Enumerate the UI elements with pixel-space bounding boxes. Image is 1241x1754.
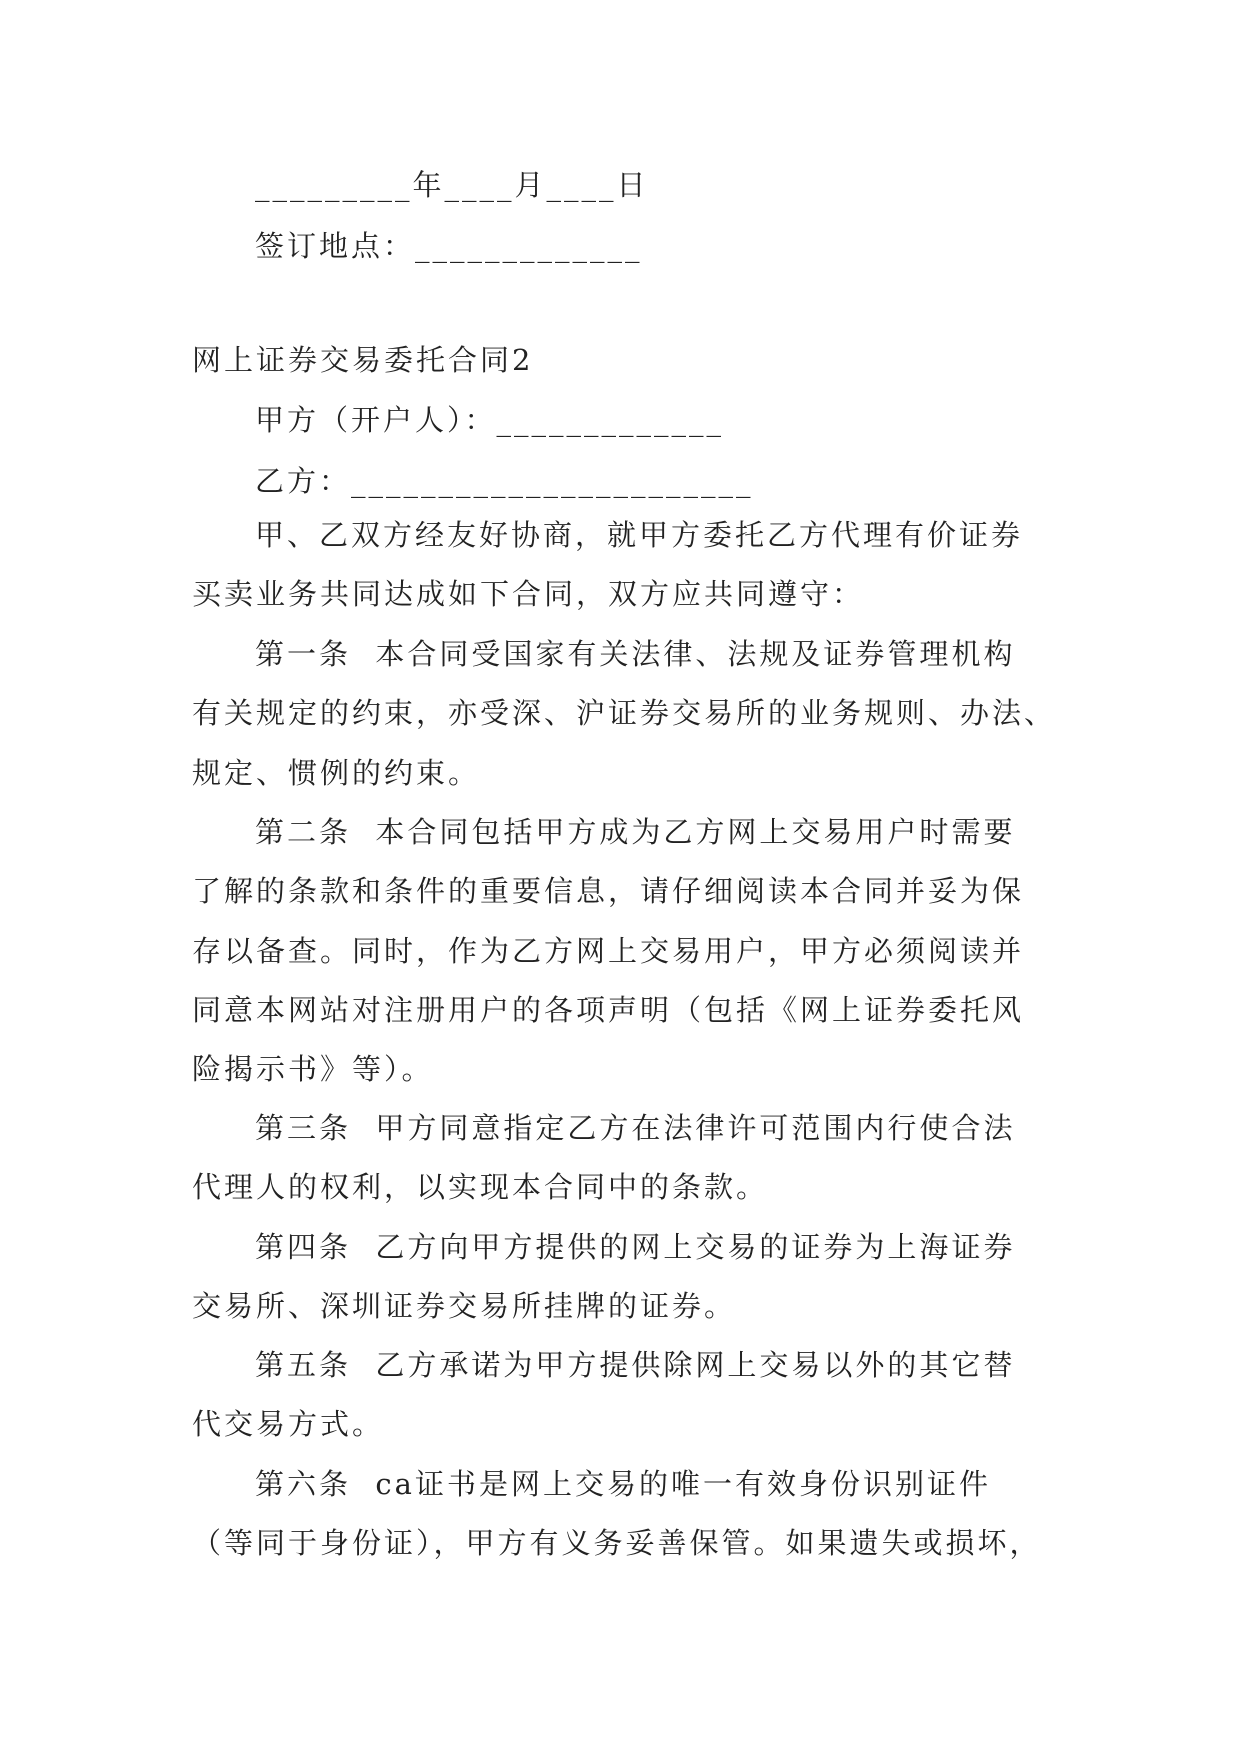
paragraph-line: 买卖业务共同达成如下合同，双方应共同遵守： bbox=[192, 577, 865, 611]
paragraph-line: 交易所、深圳证券交易所挂牌的证券。 bbox=[192, 1289, 737, 1323]
paragraph-line: 了解的条款和条件的重要信息，请仔细阅读本合同并妥为保 bbox=[192, 874, 1025, 908]
signing-place-line: 签订地点：_____________ bbox=[255, 229, 643, 263]
paragraph-line: 第四条 乙方向甲方提供的网上交易的证券为上海证券 bbox=[255, 1230, 1016, 1264]
paragraph-line: 代理人的权利，以实现本合同中的条款。 bbox=[192, 1170, 769, 1204]
paragraph-line: 有关规定的约束，亦受深、沪证券交易所的业务规则、办法、 bbox=[192, 696, 1057, 730]
paragraph-line: 同意本网站对注册用户的各项声明（包括《网上证券委托风 bbox=[192, 993, 1025, 1027]
paragraph-line: 第六条 ca证书是网上交易的唯一有效身份识别证件 bbox=[255, 1467, 991, 1501]
paragraph-line: 代交易方式。 bbox=[192, 1407, 385, 1441]
paragraph-line: 存以备查。同时，作为乙方网上交易用户，甲方必须阅读并 bbox=[192, 934, 1025, 968]
paragraph-line: 第一条 本合同受国家有关法律、法规及证券管理机构 bbox=[255, 637, 1016, 671]
contract-title: 网上证券交易委托合同2 bbox=[192, 343, 534, 377]
paragraph-line: 第二条 本合同包括甲方成为乙方网上交易用户时需要 bbox=[255, 815, 1016, 849]
paragraph-line: 甲、乙双方经友好协商，就甲方委托乙方代理有价证券 bbox=[255, 518, 1024, 552]
paragraph-line: 第五条 乙方承诺为甲方提供除网上交易以外的其它替 bbox=[255, 1348, 1016, 1382]
paragraph-line: 规定、惯例的约束。 bbox=[192, 756, 481, 790]
paragraph-line: （等同于身份证），甲方有义务妥善保管。如果遗失或损坏， bbox=[192, 1526, 1042, 1560]
paragraph-line: 险揭示书》等）。 bbox=[192, 1052, 434, 1086]
party-b-line: 乙方：_______________________ bbox=[255, 464, 754, 498]
party-a-line: 甲方（开户人）：_____________ bbox=[255, 403, 725, 437]
date-line: _________年____月____日 bbox=[255, 168, 649, 202]
paragraph-line: 第三条 甲方同意指定乙方在法律许可范围内行使合法 bbox=[255, 1111, 1016, 1145]
